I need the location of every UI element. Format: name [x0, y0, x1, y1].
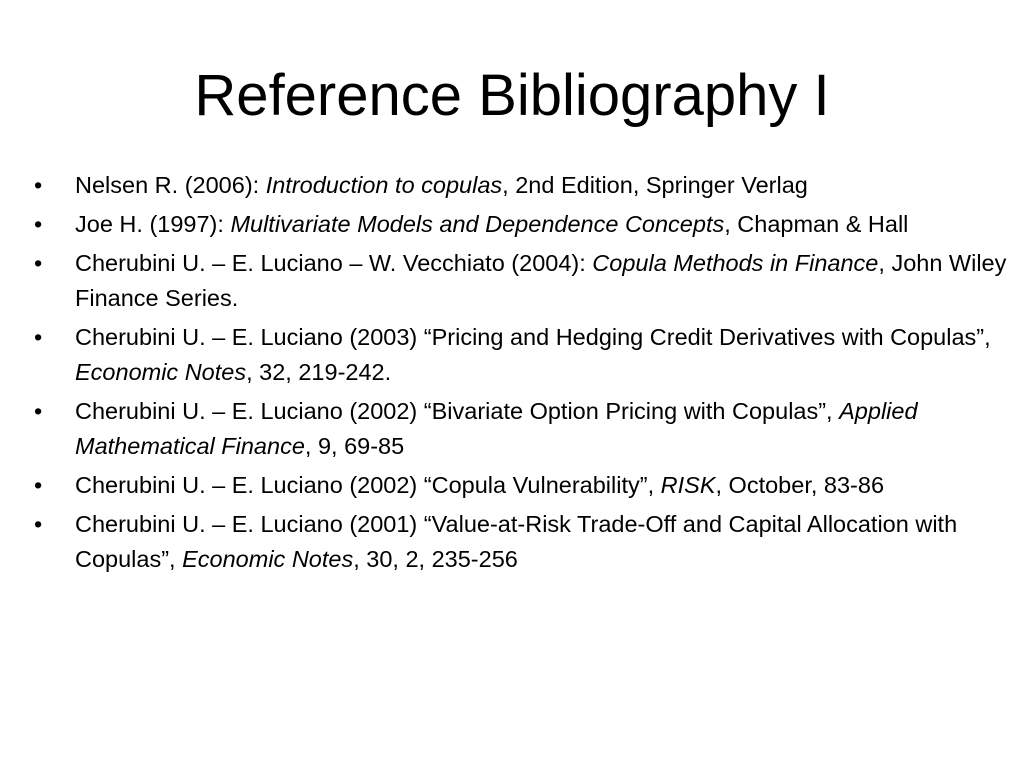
reference-item	[34, 507, 1009, 577]
reference-list	[34, 168, 1009, 581]
reference-item	[34, 468, 1009, 503]
reference-text: Cherubini U. – E. Luciano (2001) “Value-at-Risk Trade-Off and Capital Allocation with Copulas”,	[75, 511, 958, 572]
reference-text: Joe H. (1997):	[75, 211, 231, 237]
reference-title: Copula Methods in Finance	[592, 250, 879, 276]
reference-title: Economic Notes	[75, 359, 247, 385]
bullet-icon: •	[34, 511, 43, 537]
reference-details: , John Wiley Finance Series.	[75, 250, 1007, 311]
reference-text: Nelsen R. (2006):	[75, 172, 266, 198]
bullet-icon: •	[34, 211, 43, 237]
reference-details: , 9, 69-85	[304, 433, 405, 459]
reference-item	[34, 207, 1009, 242]
reference-text: Cherubini U. – E. Luciano (2002) “Bivariate Option Pricing with Copulas”,	[75, 398, 840, 424]
reference-details: , October, 83-86	[715, 472, 885, 498]
reference-text: Cherubini U. – E. Luciano – W. Vecchiato (2004):	[75, 250, 593, 276]
reference-title: Applied Mathematical Finance	[75, 398, 918, 459]
reference-details: , 32, 219-242.	[246, 359, 392, 385]
reference-text: Cherubini U. – E. Luciano (2003) “Pricing and Hedging Credit Derivatives with Copulas”,	[75, 324, 991, 350]
reference-details: , 30, 2, 235-256	[353, 546, 518, 572]
reference-title: RISK	[660, 472, 716, 498]
reference-text: Cherubini U. – E. Luciano (2002) “Copula Vulnerability”,	[75, 472, 661, 498]
bullet-icon: •	[34, 250, 43, 276]
reference-details: , 2nd Edition, Springer Verlag	[502, 172, 808, 198]
reference-item	[34, 168, 1009, 203]
reference-item	[34, 320, 1009, 390]
reference-item	[34, 394, 1009, 464]
bullet-icon: •	[34, 172, 43, 198]
bullet-icon: •	[34, 324, 43, 350]
slide-title: Reference Bibliography I	[194, 63, 830, 128]
reference-details: , Chapman & Hall	[724, 211, 909, 237]
bullet-icon: •	[34, 398, 43, 424]
reference-title: Introduction to copulas	[265, 172, 503, 198]
reference-title: Multivariate Models and Dependence Concepts	[230, 211, 725, 237]
reference-item	[34, 246, 1009, 316]
bullet-icon: •	[34, 472, 43, 498]
reference-title: Economic Notes	[182, 546, 354, 572]
